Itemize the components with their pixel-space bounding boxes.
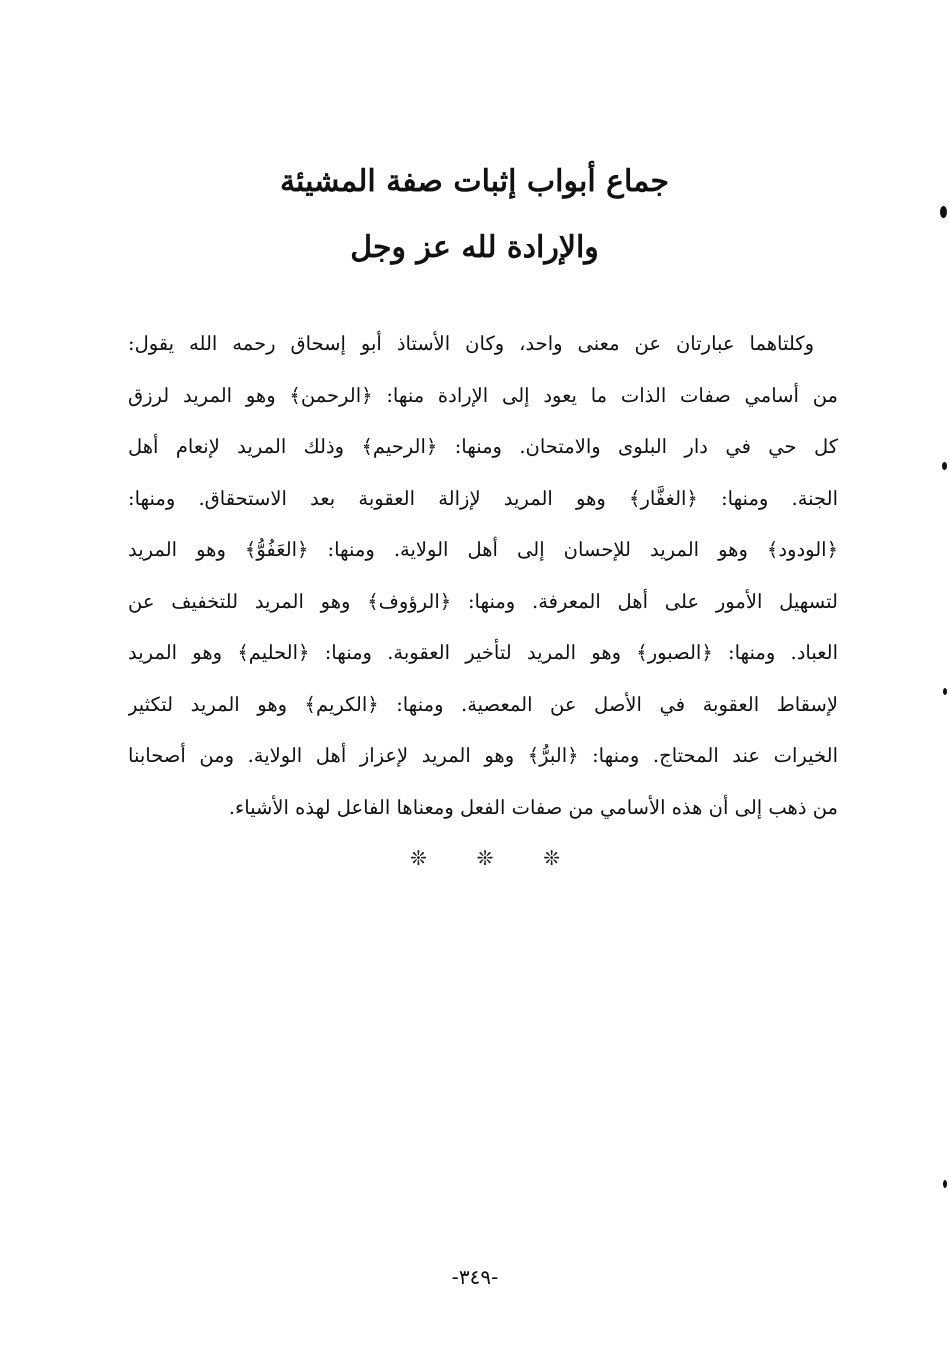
text-line: العباد. ومنها: ﴿الصبور﴾ وهو المريد لتأخير العقوبة. ومنها: ﴿الحليم﴾ وهو المريد — [128, 641, 838, 664]
section-separator — [410, 846, 560, 870]
text-line: من أسامي صفات الذات ما يعود إلى الإرادة منها: ﴿الرحمن﴾ وهو المريد لرزق — [128, 383, 838, 407]
body-paragraph — [128, 318, 838, 833]
asterism-star-icon: ❊ — [476, 846, 494, 870]
text-line: وكلتاهما عبارتان عن معنى واحد، وكان الأستاذ أبو إسحاق رحمه الله يقول: — [128, 332, 814, 355]
scan-mark — [943, 688, 947, 695]
text-line: الخيرات عند المحتاج. ومنها: ﴿البرُّ﴾ وهو المريد لإعزاز أهل الولاية. ومن أصحابنا — [128, 744, 838, 767]
scan-mark — [940, 206, 947, 218]
chapter-title-line-2: والإرادة لله عز وجل — [350, 230, 599, 265]
asterism-star-icon: ❊ — [543, 846, 560, 870]
page-number: -٣٤٩- — [451, 1265, 499, 1289]
text-line: لتسهيل الأمور على أهل المعرفة. ومنها: ﴿الرؤوف﴾ وهو المريد للتخفيف عن — [128, 589, 838, 613]
text-line: الجنة. ومنها: ﴿الغفَّار﴾ وهو المريد لإزالة العقوبة بعد الاستحقاق. ومنها: — [128, 486, 838, 510]
text-line: كل حي في دار البلوى والامتحان. ومنها: ﴿الرحيم﴾ وذلك المريد لإنعام أهل — [128, 435, 838, 458]
scan-mark — [943, 1180, 947, 1188]
chapter-title-line-1: جماع أبواب إثبات صفة المشيئة — [279, 164, 670, 199]
text-line: من ذهب إلى أن هذه الأسامي من صفات الفعل ومعناها الفاعل لهذه الأشياء. — [228, 795, 838, 819]
asterism-star-icon: ❊ — [410, 846, 427, 870]
scan-mark — [942, 462, 947, 470]
text-line: لإسقاط العقوبة في الأصل عن المعصية. ومنها: ﴿الكريم﴾ وهو المريد لتكثير — [128, 692, 838, 716]
text-line: ﴿الودود﴾ وهو المريد للإحسان إلى أهل الولاية. ومنها: ﴿العَفُوُّ﴾ وهو المريد — [128, 538, 838, 561]
